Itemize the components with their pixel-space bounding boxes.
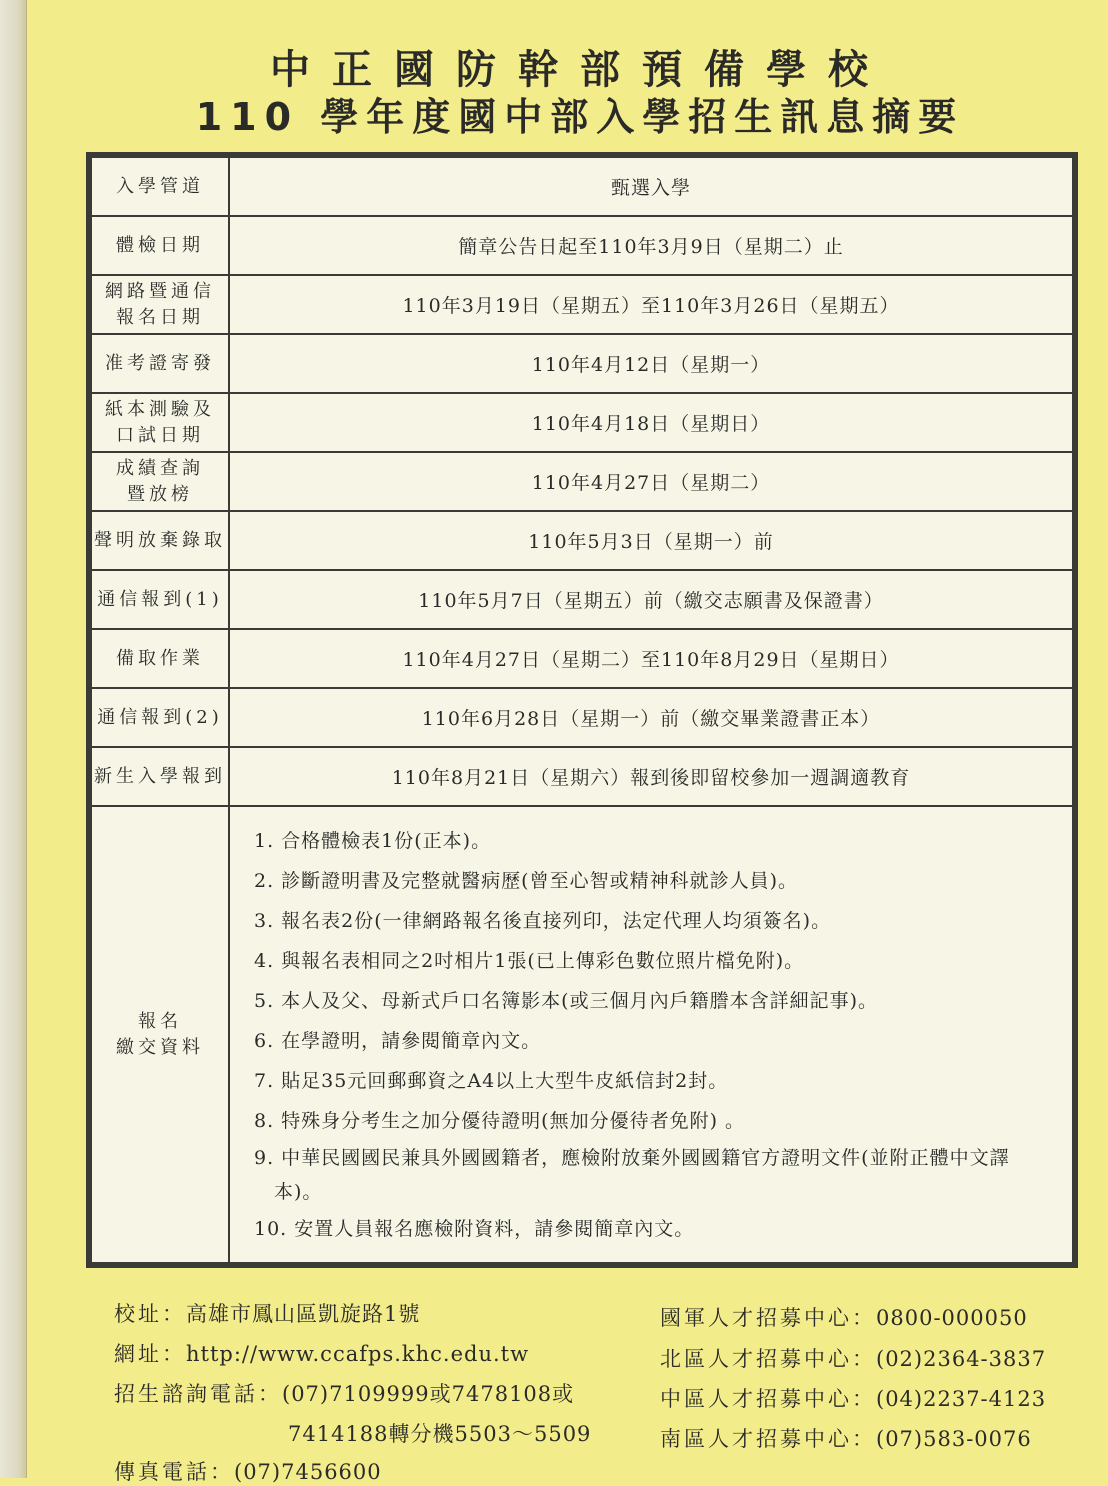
row-value: 110年3月19日（星期五）至110年3月26日（星期五） [229,275,1073,334]
row-value: 110年4月18日（星期日） [229,393,1073,452]
documents-list [229,806,1073,1263]
document-item: 10. 安置人員報名應檢附資料，請參閱簡章內文。 [254,1218,695,1240]
document-item: 4. 與報名表相同之2吋相片1張(已上傳彩色數位照片檔免附)。 [254,950,805,972]
document-item: 1. 合格體檢表1份(正本)。 [254,830,492,852]
center-name: 中區人才招募中心： [660,1387,876,1411]
table-row [91,452,1073,511]
row-value: 簡章公告日起至110年3月9日（星期二）止 [229,216,1073,275]
document-item: 6. 在學證明，請參閱簡章內文。 [254,1030,542,1052]
row-value: 110年4月12日（星期一） [229,334,1073,393]
row-label: 新生入學報到 [91,747,229,806]
website-line [114,1338,529,1368]
admission-schedule-table [86,152,1078,1268]
phone-numbers: (07)7109999或7478108或 [282,1382,575,1406]
phone-extension: 7414188轉分機5503～5509 [288,1422,592,1446]
school-website: http://www.ccafps.khc.edu.tw [186,1342,530,1366]
table-row [91,747,1073,806]
document-item: 3. 報名表2份(一律網路報名後直接列印，法定代理人均須簽名)。 [254,910,832,932]
row-label: 聲明放棄錄取 [91,511,229,570]
center-phone: 0800-000050 [876,1306,1028,1330]
recruitment-center [660,1343,1046,1373]
document-item: 7. 貼足35元回郵郵資之A4以上大型牛皮紙信封2封。 [254,1070,729,1092]
documents-row [91,806,1073,1263]
recruitment-center [660,1302,1028,1332]
table-row [91,275,1073,334]
row-label: 紙本測驗及 口試日期 [91,393,229,452]
document-item: 5. 本人及父、母新式戶口名簿影本(或三個月內戶籍謄本含詳細記事)。 [254,990,878,1012]
row-label: 准考證寄發 [91,334,229,393]
center-phone: (04)2237-4123 [876,1387,1047,1411]
document-item: 8. 特殊身分考生之加分優待證明(無加分優待者免附) 。 [254,1110,746,1132]
document-title: 110 學年度國中部入學招生訊息摘要 [195,95,965,139]
table-row [91,334,1073,393]
document-item: 9. 中華民國國民兼具外國國籍者，應檢附放棄外國國籍官方證明文件(並附正體中文譯本)。 [254,1147,1010,1203]
document-item: 2. 診斷證明書及完整就醫病歷(曾至心智或精神科就診人員)。 [254,870,798,892]
recruitment-center [660,1423,1032,1453]
fax-label: 傳真電話： [114,1460,234,1484]
table-row [91,570,1073,629]
address-label: 校址： [114,1302,186,1326]
row-value: 110年4月27日（星期二） [229,452,1073,511]
table-row [91,629,1073,688]
phone-line [114,1378,574,1408]
website-label: 網址： [114,1342,186,1366]
row-value: 110年6月28日（星期一）前（繳交畢業證書正本） [229,688,1073,747]
school-address: 高雄市鳳山區凱旋路1號 [186,1302,421,1326]
row-label: 備取作業 [91,629,229,688]
school-title: 中正國防幹部預備學校 [270,47,890,93]
table-row [91,393,1073,452]
binder-edge [0,0,27,1478]
row-label: 體檢日期 [91,216,229,275]
center-name: 南區人才招募中心： [660,1427,876,1451]
row-value: 110年8月21日（星期六）報到後即留校參加一週調適教育 [229,747,1073,806]
recruitment-center [660,1383,1046,1413]
fax-line [114,1456,382,1486]
row-value: 110年4月27日（星期二）至110年8月29日（星期日） [229,629,1073,688]
row-label: 成績查詢 暨放榜 [91,452,229,511]
row-value: 110年5月7日（星期五）前（繳交志願書及保證書） [229,570,1073,629]
table-row [91,216,1073,275]
row-value: 110年5月3日（星期一）前 [229,511,1073,570]
phone-label: 招生諮詢電話： [114,1382,282,1406]
center-phone: (07)583-0076 [876,1427,1032,1451]
row-label: 通信報到(2) [91,688,229,747]
row-label: 網路暨通信 報名日期 [91,275,229,334]
table-row [91,511,1073,570]
table-row [91,157,1073,216]
center-name: 國軍人才招募中心： [660,1306,876,1330]
documents-label: 報名 繳交資料 [91,806,229,1263]
row-label: 入學管道 [91,157,229,216]
table-row [91,688,1073,747]
row-label: 通信報到(1) [91,570,229,629]
fax-number: (07)7456600 [234,1460,382,1484]
center-name: 北區人才招募中心： [660,1347,876,1371]
center-phone: (02)2364-3837 [876,1347,1047,1371]
row-value: 甄選入學 [229,157,1073,216]
address-line [114,1298,420,1328]
